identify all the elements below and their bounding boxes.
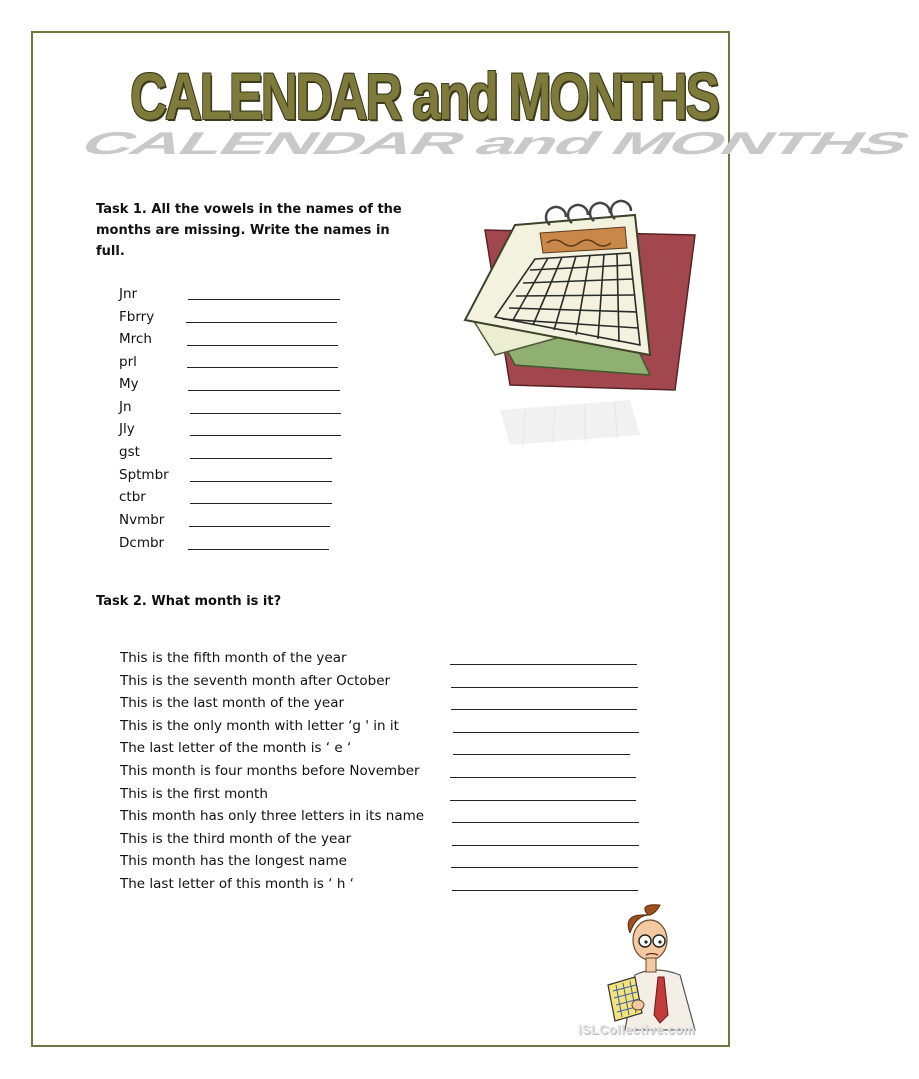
task2-answer-line[interactable] [453, 732, 639, 733]
task1-item: prl [119, 354, 137, 370]
task1-answer-line[interactable] [188, 390, 340, 391]
task1-item: Dcmbr [119, 535, 165, 551]
calendar-illustration [455, 195, 705, 465]
task1-answer-line[interactable] [188, 549, 329, 550]
task2-heading: Task 2. What month is it? [96, 594, 282, 609]
task2-answer-line[interactable] [450, 664, 637, 665]
task2-item: The last letter of the month is ‘ e ‘ [120, 740, 352, 756]
task1-answer-line[interactable] [190, 435, 341, 436]
task1-heading-line2: months are missing. Write the names in full. [96, 223, 390, 259]
man-with-calendar-illustration [590, 905, 720, 1035]
task2-answer-line[interactable] [451, 709, 637, 710]
task2-answer-line[interactable] [452, 845, 639, 846]
task1-answer-line[interactable] [187, 345, 338, 346]
task1-answer-line[interactable] [187, 367, 338, 368]
task2-item: This is the third month of the year [120, 831, 352, 847]
task1-item: gst [119, 444, 140, 460]
watermark: iSLCollective.com [578, 1022, 696, 1037]
task1-item: My [119, 376, 139, 392]
task1-answer-line[interactable] [189, 526, 330, 527]
task1-answer-line[interactable] [190, 413, 341, 414]
task2-answer-line[interactable] [452, 890, 638, 891]
task2-answer-line[interactable] [451, 687, 638, 688]
task2-answer-line[interactable] [453, 754, 630, 755]
task2-answer-line[interactable] [450, 777, 636, 778]
task1-answer-line[interactable] [190, 503, 332, 504]
task2-item: This month is four months before November [120, 763, 420, 779]
task2-item: This month has the longest name [120, 853, 347, 869]
task1-answer-line[interactable] [190, 481, 332, 482]
task1-answer-line[interactable] [186, 322, 337, 323]
task2-item: This is the last month of the year [120, 695, 345, 711]
task1-item: ctbr [119, 489, 146, 505]
task2-item: This month has only three letters in its name [120, 808, 425, 824]
task1-item: Nvmbr [119, 512, 165, 528]
task1-item: Mrch [119, 331, 152, 347]
task1-item: Jn [119, 399, 132, 415]
task2-answer-line[interactable] [452, 822, 639, 823]
task1-answer-line[interactable] [190, 458, 332, 459]
title-shadow: CALENDAR and MONTHS [72, 125, 919, 161]
task1-answer-line[interactable] [188, 299, 340, 300]
task2-item: This is the seventh month after October [120, 673, 391, 689]
task2-item: This is the only month with letter ‘g ' in it [120, 718, 399, 734]
task2-item: The last letter of this month is ‘ h ‘ [120, 876, 354, 892]
task2-answer-line[interactable] [450, 800, 636, 801]
task1-item: Jly [119, 421, 135, 437]
task1-heading-line1: Task 1. All the vowels in the names of the [96, 202, 402, 217]
task1-item: Sptmbr [119, 467, 169, 483]
task1-heading [96, 199, 416, 262]
task2-item: This is the fifth month of the year [120, 650, 347, 666]
task2-item: This is the first month [120, 786, 268, 802]
task2-answer-line[interactable] [451, 867, 638, 868]
task1-item: Fbrry [119, 309, 155, 325]
page-title: CALENDAR and MONTHS [130, 59, 718, 133]
task1-item: Jnr [119, 286, 138, 302]
